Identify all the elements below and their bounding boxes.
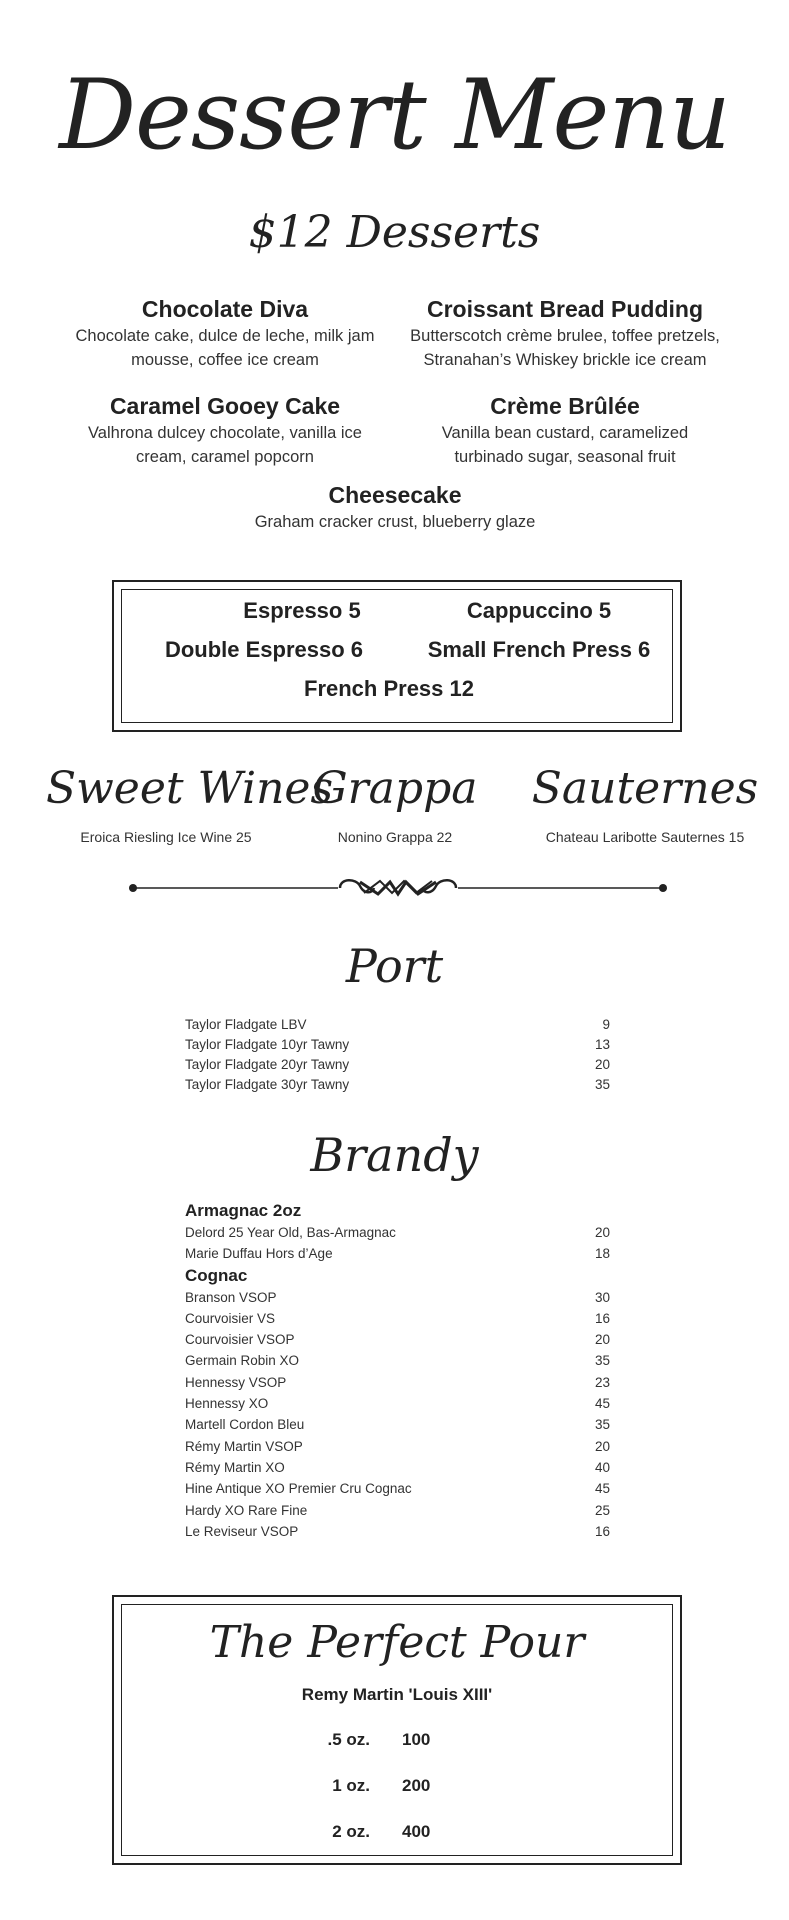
perfect-pour-product: Remy Martin 'Louis XIII' <box>301 1685 493 1704</box>
item-price: 20 <box>594 1332 610 1348</box>
dessert-item <box>65 391 385 469</box>
item-name: Germain Robin XO <box>185 1353 300 1369</box>
item-price: 45 <box>594 1396 610 1412</box>
wine-column-grappa <box>290 758 500 848</box>
dessert-description: Stranahan’s Whiskey brickle ice cream <box>423 351 707 369</box>
list-item <box>185 1243 610 1264</box>
list-item <box>185 1393 610 1414</box>
list-item <box>185 1075 610 1095</box>
item-price: 18 <box>594 1246 610 1262</box>
dessert-description: Chocolate cake, dulce de leche, milk jam <box>75 327 375 345</box>
ornamental-divider <box>128 873 668 903</box>
dessert-description: Butterscotch crème brulee, toffee pretzels, <box>410 327 720 345</box>
item-price: 45 <box>594 1481 610 1497</box>
list-item <box>185 1478 610 1499</box>
item-name: Rémy Martin VSOP <box>185 1438 303 1454</box>
item-name: Martell Cordon Bleu <box>185 1417 305 1433</box>
item-price: 9 <box>602 1017 610 1032</box>
list-item <box>185 1222 610 1243</box>
item-price: 35 <box>594 1353 610 1369</box>
pour-size-row <box>274 1728 514 1752</box>
dessert-name: Caramel Gooey Cake <box>109 393 341 419</box>
armagnac-category-label: Armagnac 2oz <box>185 1201 302 1220</box>
item-name: Taylor Fladgate 20yr Tawny <box>185 1057 350 1072</box>
list-item <box>185 1035 610 1055</box>
item-name: Courvoisier VS <box>185 1310 276 1326</box>
dessert-item <box>405 294 725 372</box>
item-price: 16 <box>594 1523 610 1539</box>
pour-price: 400 <box>402 1822 431 1841</box>
wine-column-item: Chateau Laribotte Sauternes 15 <box>545 829 745 845</box>
item-name: Hine Antique XO Premier Cru Cognac <box>185 1481 412 1497</box>
wine-column-sauternes <box>520 758 770 848</box>
perfect-pour-title: The Perfect Pour <box>209 1617 585 1668</box>
wine-column-title: Sweet Wines <box>46 763 334 814</box>
perfect-pour-box <box>112 1595 682 1865</box>
wine-column-item: Nonino Grappa 22 <box>337 829 453 845</box>
dessert-description: turbinado sugar, seasonal fruit <box>454 448 676 466</box>
item-name: Marie Duffau Hors d’Age <box>185 1246 333 1262</box>
wine-column-title: Sauternes <box>531 763 759 814</box>
item-name: Hennessy XO <box>185 1396 269 1412</box>
pour-size: .5 oz. <box>327 1730 370 1749</box>
item-price: 30 <box>594 1289 610 1305</box>
coffee-item: Double Espresso 6 <box>164 637 364 662</box>
coffee-item: French Press 12 <box>304 676 474 701</box>
coffee-item: Espresso 5 <box>243 598 361 623</box>
menu-subtitle: $12 Desserts <box>248 207 541 258</box>
list-item <box>185 1350 610 1371</box>
list-item <box>185 1329 610 1350</box>
coffee-item: Cappuccino 5 <box>466 598 612 623</box>
item-name: Rémy Martin XO <box>185 1459 285 1475</box>
dessert-description: mousse, coffee ice cream <box>131 351 319 369</box>
list-item <box>185 1308 610 1329</box>
pour-price: 100 <box>402 1730 431 1749</box>
item-price: 20 <box>594 1225 610 1240</box>
pour-size: 1 oz. <box>332 1776 370 1795</box>
coffee-box <box>112 580 682 732</box>
item-price: 20 <box>594 1438 610 1454</box>
item-price: 20 <box>594 1057 610 1072</box>
item-name: Taylor Fladgate 10yr Tawny <box>185 1037 350 1052</box>
dessert-name: Crème Brûlée <box>490 393 640 419</box>
divider-dot-left <box>129 884 137 892</box>
dessert-item <box>65 294 385 372</box>
wine-column-title: Grappa <box>312 763 478 814</box>
item-name: Le Reviseur VSOP <box>185 1523 299 1539</box>
list-item <box>185 1436 610 1457</box>
pour-size: 2 oz. <box>332 1822 370 1841</box>
cognac-category-label: Cognac <box>185 1265 248 1285</box>
dessert-item <box>405 391 725 469</box>
item-name: Courvoisier VSOP <box>185 1332 295 1348</box>
item-price: 35 <box>594 1077 610 1092</box>
dessert-description: Vanilla bean custard, caramelized <box>441 424 689 442</box>
list-item <box>185 1055 610 1075</box>
coffee-item: Small French Press 6 <box>427 637 651 662</box>
item-price: 25 <box>594 1502 610 1518</box>
port-section-title: Port <box>345 939 444 993</box>
item-name: Taylor Fladgate LBV <box>185 1017 307 1032</box>
dessert-item <box>195 480 595 534</box>
dessert-name: Croissant Bread Pudding <box>426 296 704 322</box>
pour-price: 200 <box>402 1776 431 1795</box>
item-price: 23 <box>594 1374 610 1390</box>
item-name: Taylor Fladgate 30yr Tawny <box>185 1077 350 1092</box>
list-item <box>185 1287 610 1308</box>
brandy-section-title: Brandy <box>310 1128 479 1182</box>
list-item <box>185 1500 610 1521</box>
port-list <box>185 1015 610 1095</box>
list-item <box>185 1414 610 1435</box>
dessert-name: Cheesecake <box>328 482 462 508</box>
item-name: Delord 25 Year Old, Bas-Armagnac <box>185 1225 396 1240</box>
item-name: Hennessy VSOP <box>185 1374 287 1390</box>
list-item <box>185 1015 610 1035</box>
list-item <box>185 1521 610 1542</box>
flourish-icon <box>340 880 456 894</box>
divider-dot-right <box>659 884 667 892</box>
pour-size-row <box>274 1774 514 1798</box>
item-name: Hardy XO Rare Fine <box>185 1502 308 1518</box>
item-price: 40 <box>594 1459 610 1475</box>
list-item <box>185 1372 610 1393</box>
dessert-description: Graham cracker crust, blueberry glaze <box>254 513 536 531</box>
wine-column-sweet-wines <box>46 758 334 848</box>
menu-title: Dessert Menu <box>59 59 730 171</box>
brandy-list <box>185 1200 610 1542</box>
item-price: 13 <box>594 1037 610 1052</box>
pour-size-row <box>274 1820 514 1844</box>
item-price: 16 <box>594 1310 610 1326</box>
item-name: Branson VSOP <box>185 1289 277 1305</box>
item-price: 35 <box>594 1417 610 1433</box>
list-item <box>185 1457 610 1478</box>
dessert-description: cream, caramel popcorn <box>136 448 314 466</box>
dessert-name: Chocolate Diva <box>141 296 309 322</box>
dessert-description: Valhrona dulcey chocolate, vanilla ice <box>88 424 362 442</box>
wine-column-item: Eroica Riesling Ice Wine 25 <box>80 829 252 845</box>
